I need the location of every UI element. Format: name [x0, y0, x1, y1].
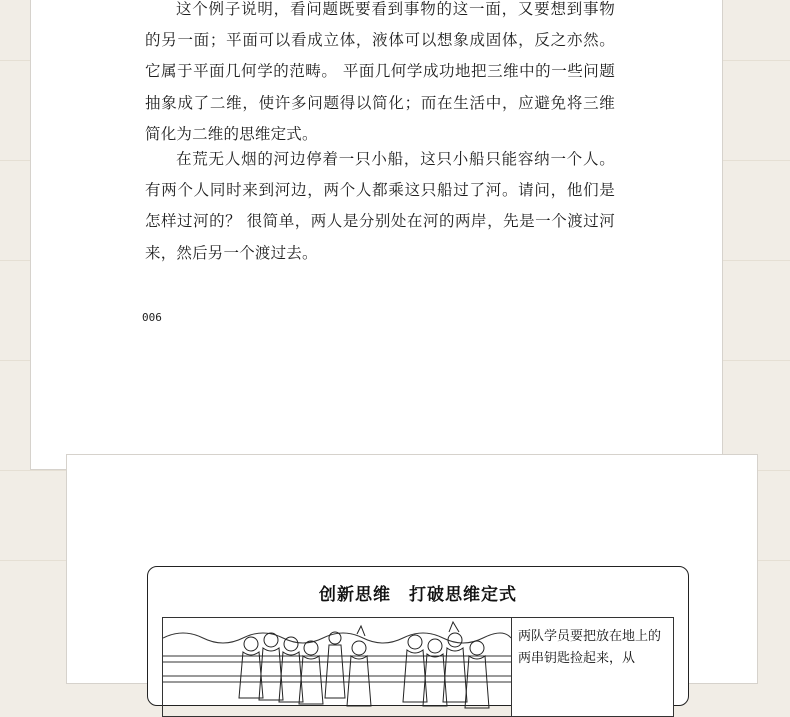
- page-number: 006: [142, 311, 162, 324]
- book-page-upper: [30, 0, 723, 470]
- book-page-lower: [66, 454, 758, 684]
- comic-illustration: [163, 618, 511, 717]
- body-paragraph-2: 在荒无人烟的河边停着一只小船，这只小船只能容纳一个人。 有两个人同时来到河边，两个人都乘这只船过了河。请问，他们是怎样过河的？ 很简单，两人是分别处在河的两岸，先是一个渡过河来，然后另一个渡过去。: [145, 150, 615, 262]
- comic-caption: 两队学员要把放在地上的两串钥匙捡起来，从: [511, 618, 674, 717]
- comic-title: 创新思维 打破思维定式: [319, 585, 517, 605]
- comic-panel: [162, 617, 674, 717]
- comic-frame: [147, 566, 689, 706]
- body-paragraph-1: 这个例子说明，看问题既要看到事物的这一面，又要想到事物的另一面；平面可以看成立体，液体可以想象成固体，反之亦然。 它属于平面几何学的范畴。 平面几何学成功地把三维中的一些问题抽象成了二维，使许多问题得以简化；而在生活中，应避免将三维简化为二维的思维定式。: [145, 0, 615, 143]
